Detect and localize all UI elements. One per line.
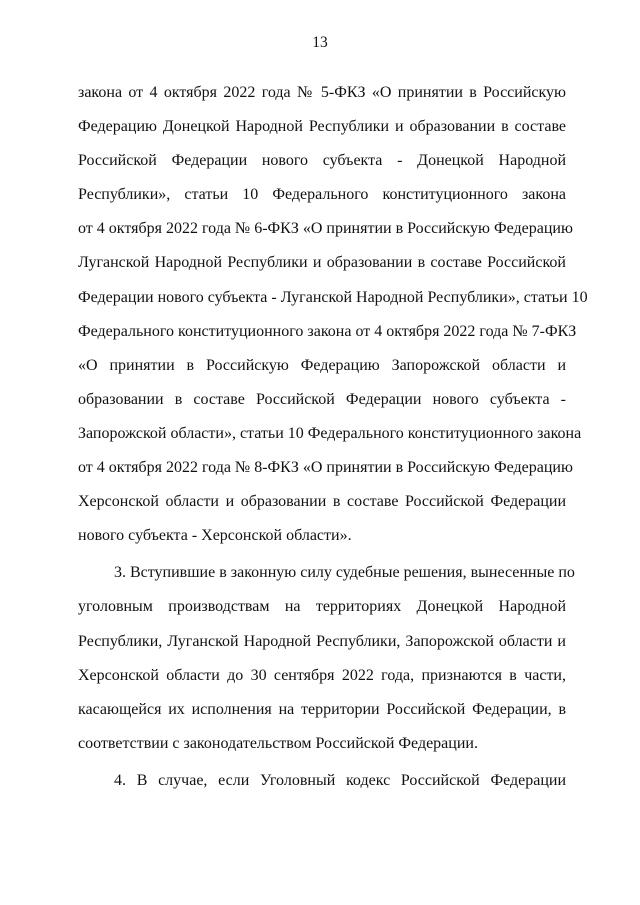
text-line: закона от 4 октября 2022 года № 5-ФКЗ «О принятии в Российскую [78,84,566,101]
text-line: соответствии с законодательством Российской Федерации. [78,734,478,752]
paragraph-2 [78,556,575,761]
text-line: образовании в составе Российской Федерации нового субъекта - [78,390,566,408]
text-line: Запорожской области», статьи 10 Федерального конституционного закона [78,424,582,442]
text-line: 3. Вступившие в законную силу судебные решения, вынесенные по [114,564,575,582]
document-body [78,76,588,798]
text-line: Республики», статьи 10 Федерального конституционного закона [78,186,566,204]
text-line: «О принятии в Российскую Федерацию Запорожской области и [78,356,566,374]
text-line: касающейся их исполнения на территории Российской Федерации, в [78,700,566,718]
paragraph-3 [78,764,566,798]
text-line: Республики, Луганской Народной Республики, Запорожской области и [78,632,566,650]
text-line: Федерального конституционного закона от 4 октября 2022 года № 7-ФКЗ [78,322,577,340]
text-line: Российской Федерации нового субъекта - Донецкой Народной [78,152,566,170]
page-number: 13 [312,34,328,51]
text-line: Луганской Народной Республики и образовании в составе Российской [78,254,566,272]
text-line: от 4 октября 2022 года № 8-ФКЗ «О принятии в Российскую Федерацию [78,459,573,477]
text-line: Федерации нового субъекта - Луганской Народной Республики», статьи 10 [78,288,588,306]
text-line: Херсонской области до 30 сентября 2022 года, признаются в части, [78,666,566,684]
text-line: уголовным производствам на территориях Донецкой Народной [78,598,566,616]
text-line: от 4 октября 2022 года № 6-ФКЗ «О принятии в Российскую Федерацию [78,220,573,238]
text-line: 4. В случае, если Уголовный кодекс Российской Федерации [114,771,566,789]
paragraph-1 [78,76,588,553]
text-line: нового субъекта - Херсонской области». [78,527,352,545]
text-line: Херсонской области и образовании в составе Российской Федерации [78,493,566,511]
text-line: Федерацию Донецкой Народной Республики и образовании в составе [78,118,566,136]
